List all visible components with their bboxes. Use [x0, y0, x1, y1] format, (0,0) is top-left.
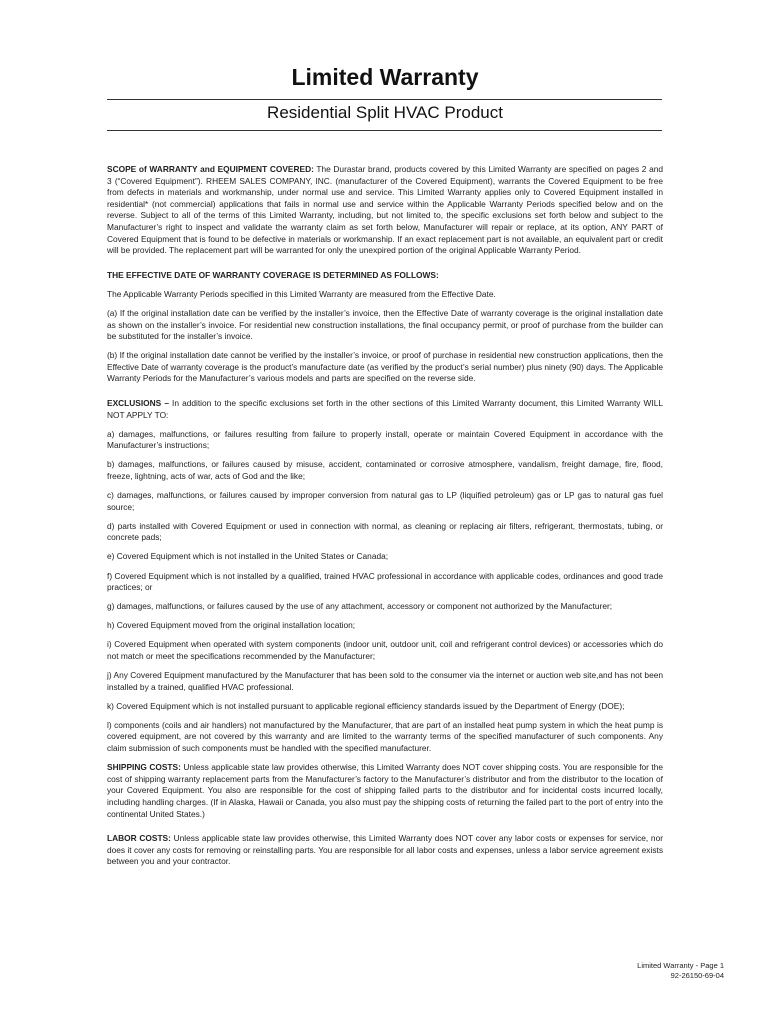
effective-intro: The Applicable Warranty Periods specified in this Limited Warranty are measured from the Effective Date. — [107, 288, 496, 299]
exclusion-item: l) components (coils and air handlers) not manufactured by the Manufacturer, that are part of an installed heat pump system in which the heat pump is covered equipment, are not covered by this warranty and are limited to the warranty terms of the specified manufacturer of such components. Any claim submission of such components must be handled with the specified manufacturer. — [107, 719, 663, 754]
exclusions-heading: EXCLUSIONS – — [107, 398, 169, 408]
exclusion-item: i) Covered Equipment when operated with system components (indoor unit, outdoor unit, coil and refrigerant control devices) or accessories which do not match or meet the specifications recommended by the Manufacturer; — [107, 639, 663, 661]
shipping-paragraph — [107, 762, 663, 820]
subtitle-divider — [107, 130, 662, 131]
title-divider — [107, 99, 662, 100]
shipping-heading: SHIPPING COSTS: — [107, 762, 181, 773]
exclusion-item: e) Covered Equipment which is not installed in the United States or Canada; — [107, 551, 389, 562]
labor-text: Unless applicable state law provides otherwise, this Limited Warranty does NOT cover any labor costs or expenses for service, nor does it cover any costs for removing or reinstalling parts. You are responsible for all labor costs and expenses, unless a labor service agreement exists between you and your contractor. — [107, 833, 663, 867]
page-subtitle: Residential Split HVAC Product — [267, 103, 503, 122]
effective-clause-b: (b) If the original installation date cannot be verified by the installer’s invoice, or proof of purchase in residential new construction applications, then the Effective Date of warranty coverage is the product’s manufacture date (as verified by the product’s serial number) plus ninety (90) days. The Applicable Warranty Periods for the Manufacturer’s various models and parts are specified on the reverse side. — [107, 350, 663, 384]
labor-heading: LABOR COSTS: — [107, 833, 171, 844]
exclusions-intro — [107, 398, 663, 421]
footer-document-code: 92-26150-69-04 — [670, 971, 724, 980]
effective-heading-text: THE EFFECTIVE DATE OF WARRANTY COVERAGE IS DETERMINED AS FOLLOWS: — [107, 269, 439, 280]
exclusion-item: b) damages, malfunctions, or failures caused by misuse, accident, contaminated or corrosive atmosphere, vandalism, freight damage, fire, flood, freeze, lightning, acts of war, acts of God and the like; — [107, 459, 663, 481]
scope-heading: SCOPE of WARRANTY and EQUIPMENT COVERED: — [107, 164, 314, 174]
warranty-body — [107, 164, 663, 875]
page-title: Limited Warranty — [291, 64, 479, 90]
scope-paragraph — [107, 164, 663, 257]
exclusion-item: h) Covered Equipment moved from the original installation location; — [107, 620, 356, 631]
shipping-text: Unless applicable state law provides otherwise, this Limited Warranty does NOT cover shipping costs. You are responsible for the cost of shipping warranty replacement parts from the Manufacturer’s factory to the Manufacturer’s distributor and from the distributor to the location of your Covered Equipment. You also are responsible for the cost of shipping failed parts to the distributor and for incidental costs incurred locally, including handling charges. (If in Alaska, Hawaii or Canada, you also must pay the shipping costs of returning the failed part to the port of entry into the continental United States.) — [107, 762, 663, 819]
labor-paragraph — [107, 833, 663, 868]
exclusion-item: d) parts installed with Covered Equipment or used in connection with normal, as cleaning or replacing air filters, refrigerant, thermostats, tubing, or concrete pads; — [107, 520, 663, 543]
exclusion-item: c) damages, malfunctions, or failures caused by improper conversion from natural gas to LP (liquified petroleum) gas or LP gas to natural gas fuel source; — [107, 490, 663, 512]
exclusion-item: a) damages, malfunctions, or failures resulting from failure to properly install, operate or maintain Covered Equipment in accordance with the Manufacturer’s instructions; — [107, 428, 663, 451]
page-footer — [637, 961, 724, 981]
exclusion-item: k) Covered Equipment which is not installed pursuant to applicable regional efficiency standards issued by the Department of Energy (DOE); — [107, 700, 625, 711]
exclusions-intro-text: In addition to the specific exclusions set forth in the other sections of this Limited Warranty document, this Limited Warranty WILL NOT APPLY TO: — [107, 398, 663, 420]
footer-page-number: Limited Warranty - Page 1 — [637, 961, 724, 970]
exclusion-item: f) Covered Equipment which is not installed by a qualified, trained HVAC professional in accordance with applicable codes, ordinances and good trade practices; or — [107, 570, 663, 593]
exclusion-item: g) damages, malfunctions, or failures caused by the use of any attachment, accessory or component not authorized by the Manufacturer; — [107, 601, 613, 612]
scope-text: The Durastar brand, products covered by this Limited Warranty are specified on pages 2 and 3 (“Covered Equipment”). RHEEM SALES COMPANY, INC. (manufacturer of the Covered Equipment), warrants the Covered Equipment to be free from defects in materials and workmanship, under normal use and service. This Limited Warranty applies only to Covered Equipment installed in residential* (not commercial) applications that fails in normal use and service within the Applicable Warranty Periods specified below and on the reverse. Subject to all of the terms of this Limited Warranty, including, but not limited to, the specific exclusions set forth below and subject to the Manufacturer’s right to inspect and validate the warranty claim as set forth below, Manufacturer will repair or replace, at its option, ANY PART of Covered Equipment that is found to be defective in materials or workmanship. If an exact replacement part is not available, an equivalent part or credit will be provided. The replacement part will be warranted for only the unexpired portion of the original Applicable Warranty Period. — [107, 164, 663, 256]
effective-heading — [107, 270, 663, 282]
effective-clause-a: (a) If the original installation date can be verified by the installer’s invoice, then the Effective Date of warranty coverage is the original installation date as shown on the installer’s invoice. For residential new construction installations, the final occupancy permit, or proof of purchase from the builder can be substituted for the installer’s invoice. — [107, 307, 663, 342]
exclusion-item: j) Any Covered Equipment manufactured by the Manufacturer that has been sold to the consumer via the internet or auction web site,and has not been installed by a trained, qualified HVAC professional. — [107, 670, 663, 692]
